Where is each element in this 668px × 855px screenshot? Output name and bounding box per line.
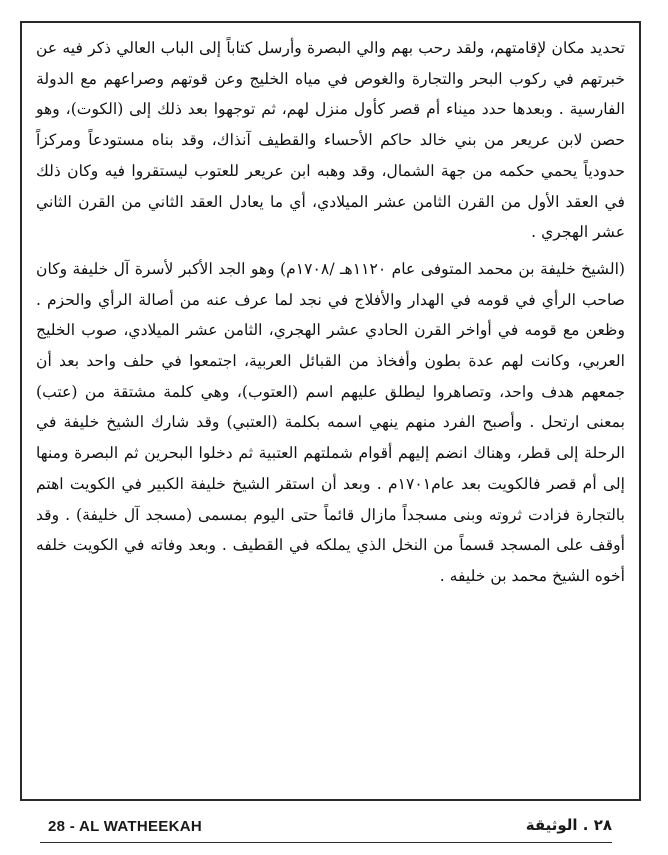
page-frame	[20, 21, 641, 801]
footer-page-label-english: 28 - AL WATHEEKAH	[48, 818, 203, 835]
paragraph-1: تحديد مكان لإقامتهم، ولقد رحب بهم والي البصرة وأرسل كتاباً إلى الباب العالي ذكر فيه عن خبرتهم في ركوب البحر والتجارة والغوص في مياه الخليج وعن قوتهم وصراعهم مع الدولة الفارسية . وبعدها حدد ميناء أم قصر كأول منزل لهم، ثم توجهوا بعد ذلك إلى (الكوت)، وهو حصن لابن عريعر من بني خالد حاكم الأحساء والقطيف آنذاك، وقد بناه مستودعاً ومركزاً حدودياً يحمي حكمه من جهة الشمال، وقد وهبه ابن عريعر للعتوب ليستقروا فيه وكان ذلك في العقد الأول من القرن الثامن عشر الميلادي، أي ما يعادل العقد الثاني من القرن الثاني عشر الهجري .	[36, 39, 625, 242]
footer-page-label-arabic: ٢٨ . الوثيقة	[525, 816, 612, 834]
page-footer	[40, 818, 612, 843]
article-body	[36, 33, 625, 592]
paragraph-2: (الشيخ خليفة بن محمد المتوفى عام ١١٢٠هـ /١٧٠٨م) وهو الجد الأكبر لأسرة آل خليفة وكان صاحب الرأي في قومه في الهدار والأفلاج في نجد لما عرف عنه من أصالة الرأي والحزم . وظعن مع قومه في أواخر القرن الحادي عشر الهجري، الثامن عشر الميلادي، صوب الخليج العربي، وكانت لهم عدة بطون وأفخاذ من القبائل العربية، اجتمعوا في حلف واحد بعد أن جمعهم هدف واحد، وتصاهروا ليطلق عليهم اسم (العتوب)، وهي كلمة مشتقة من (عتب) بمعنى ارتحل . وأصبح الفرد منهم ينهي اسمه بكلمة (العتبي) وقد شارك الشيخ خليفة في الرحلة إلى قطر، وهناك انضم إليهم أقوام شملتهم العتبية ثم دخلوا البحرين ثم البصرة ومنها إلى أم قصر فالكويت بعد عام١٧٠١م . وبعد أن استقر الشيخ خليفة الكبير في الكويت اهتم بالتجارة فزادت ثروته وبنى مسجداً مازال قائماً حتى اليوم بمسمى (مسجد آل خليفة) . وقد أوقف على المسجد قسماً من النخل الذي يملكه في القطيف . وبعد وفاته في الكويت خلفه أخوه الشيخ محمد بن خليفه .	[36, 259, 625, 585]
